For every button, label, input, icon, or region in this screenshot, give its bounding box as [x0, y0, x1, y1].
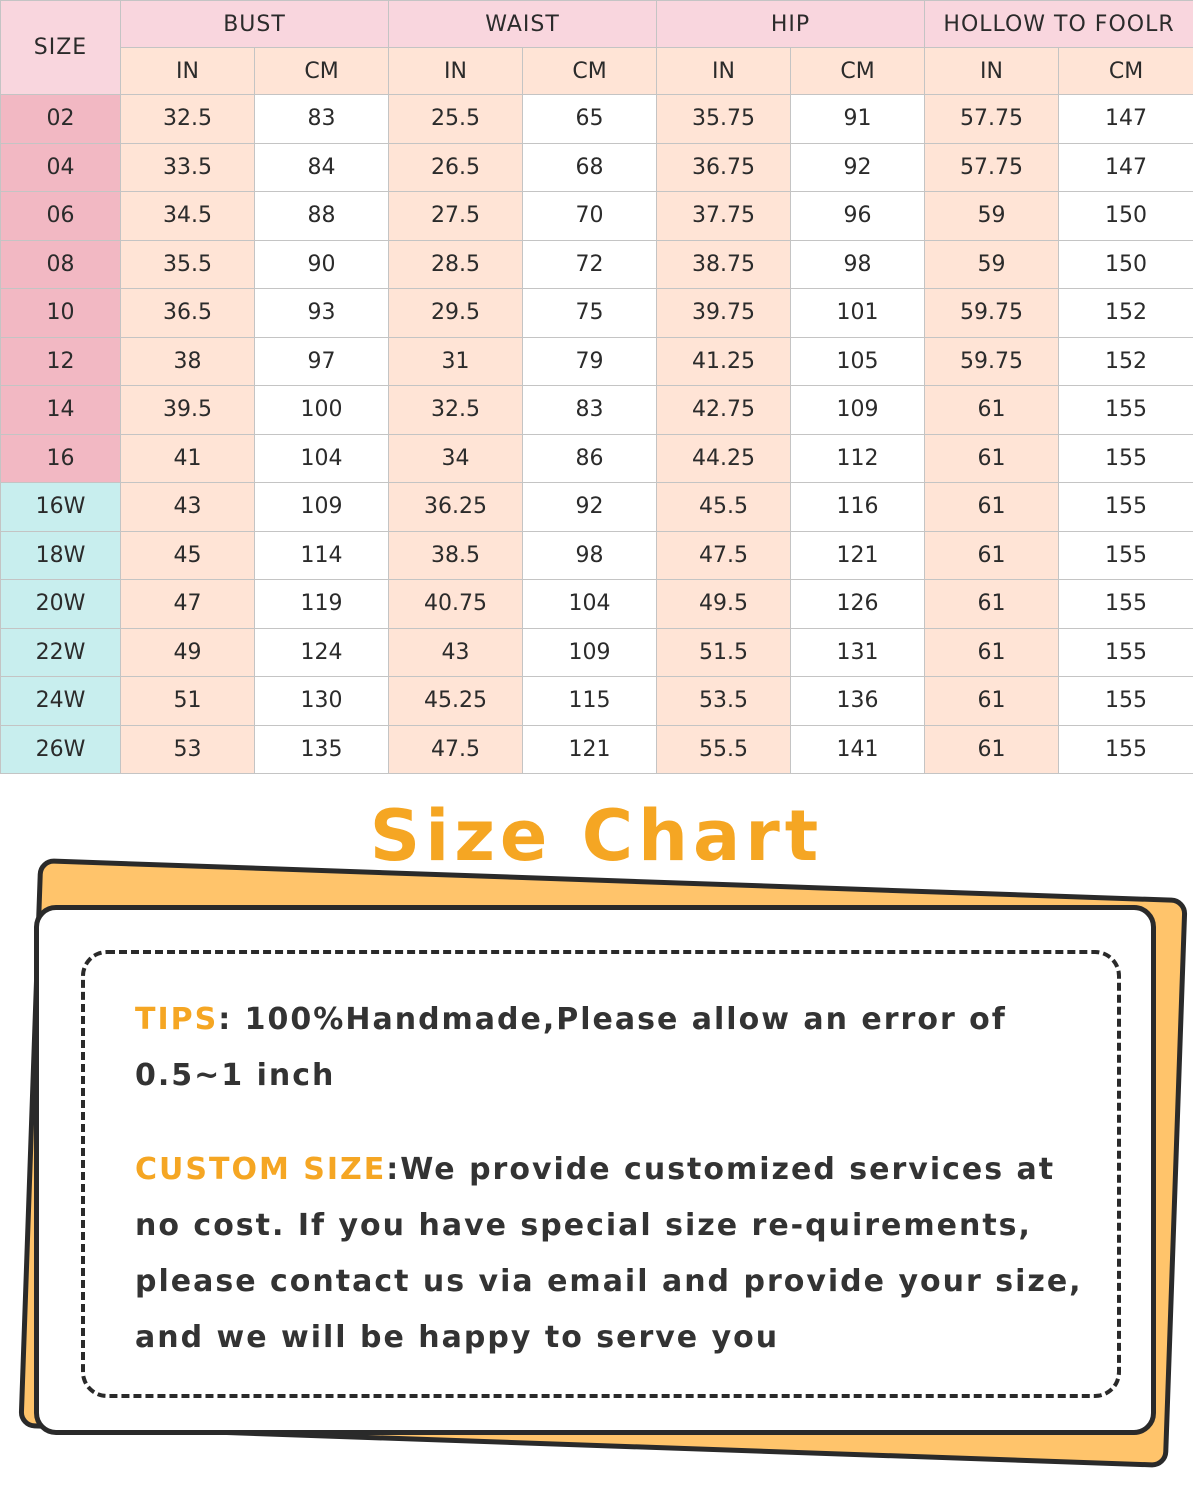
table-row	[1, 95, 1193, 144]
value-cm-cell: 86	[523, 434, 657, 483]
value-cm-cell: 70	[523, 192, 657, 241]
value-cm-cell: 79	[523, 337, 657, 386]
value-in-cell: 32.5	[389, 386, 523, 435]
value-in-cell: 59	[925, 192, 1059, 241]
value-cm-cell: 92	[523, 483, 657, 532]
value-cm-cell: 93	[255, 289, 389, 338]
notes-text	[135, 992, 1095, 1366]
value-in-cell: 36.5	[121, 289, 255, 338]
unit-cm-header: CM	[791, 48, 925, 95]
table-row	[1, 192, 1193, 241]
value-cm-cell: 72	[523, 240, 657, 289]
size-cell: 10	[1, 289, 121, 338]
value-cm-cell: 150	[1059, 240, 1193, 289]
tips-note	[135, 992, 1095, 1104]
hollow-to-floor-header: HOLLOW TO FOOLR	[925, 1, 1193, 48]
value-cm-cell: 147	[1059, 143, 1193, 192]
value-cm-cell: 155	[1059, 580, 1193, 629]
value-cm-cell: 150	[1059, 192, 1193, 241]
value-cm-cell: 109	[791, 386, 925, 435]
value-in-cell: 39.5	[121, 386, 255, 435]
value-in-cell: 59.75	[925, 337, 1059, 386]
value-in-cell: 61	[925, 628, 1059, 677]
unit-in-header: IN	[657, 48, 791, 95]
table-row	[1, 580, 1193, 629]
value-cm-cell: 90	[255, 240, 389, 289]
value-in-cell: 44.25	[657, 434, 791, 483]
value-in-cell: 42.75	[657, 386, 791, 435]
value-cm-cell: 88	[255, 192, 389, 241]
value-cm-cell: 75	[523, 289, 657, 338]
value-in-cell: 47.5	[657, 531, 791, 580]
value-cm-cell: 68	[523, 143, 657, 192]
value-cm-cell: 119	[255, 580, 389, 629]
value-in-cell: 59	[925, 240, 1059, 289]
value-cm-cell: 104	[523, 580, 657, 629]
size-cell: 18W	[1, 531, 121, 580]
table-row	[1, 337, 1193, 386]
value-cm-cell: 101	[791, 289, 925, 338]
value-in-cell: 41	[121, 434, 255, 483]
size-cell: 20W	[1, 580, 121, 629]
custom-size-label: CUSTOM SIZE	[135, 1152, 387, 1187]
custom-size-note	[135, 1142, 1095, 1366]
size-cell: 02	[1, 95, 121, 144]
value-in-cell: 45	[121, 531, 255, 580]
unit-cm-header: CM	[255, 48, 389, 95]
value-in-cell: 28.5	[389, 240, 523, 289]
size-cell: 04	[1, 143, 121, 192]
group-header-row	[1, 1, 1193, 48]
value-in-cell: 36.25	[389, 483, 523, 532]
value-cm-cell: 97	[255, 337, 389, 386]
value-in-cell: 43	[121, 483, 255, 532]
value-in-cell: 47.5	[389, 725, 523, 774]
value-in-cell: 33.5	[121, 143, 255, 192]
table-row	[1, 628, 1193, 677]
value-cm-cell: 121	[523, 725, 657, 774]
value-in-cell: 34	[389, 434, 523, 483]
unit-in-header: IN	[925, 48, 1059, 95]
value-in-cell: 38.75	[657, 240, 791, 289]
value-cm-cell: 109	[255, 483, 389, 532]
size-cell: 26W	[1, 725, 121, 774]
hip-header: HIP	[657, 1, 925, 48]
value-in-cell: 45.5	[657, 483, 791, 532]
value-cm-cell: 96	[791, 192, 925, 241]
value-in-cell: 26.5	[389, 143, 523, 192]
notes-card	[34, 905, 1156, 1435]
value-in-cell: 37.75	[657, 192, 791, 241]
waist-header: WAIST	[389, 1, 657, 48]
unit-cm-header: CM	[1059, 48, 1193, 95]
value-in-cell: 41.25	[657, 337, 791, 386]
value-cm-cell: 155	[1059, 483, 1193, 532]
chart-title: Size Chart	[369, 795, 824, 877]
value-in-cell: 31	[389, 337, 523, 386]
value-in-cell: 45.25	[389, 677, 523, 726]
value-cm-cell: 147	[1059, 95, 1193, 144]
value-in-cell: 35.5	[121, 240, 255, 289]
table-row	[1, 434, 1193, 483]
size-cell: 14	[1, 386, 121, 435]
size-cell: 24W	[1, 677, 121, 726]
value-in-cell: 38.5	[389, 531, 523, 580]
value-in-cell: 47	[121, 580, 255, 629]
table-row	[1, 143, 1193, 192]
table-row	[1, 240, 1193, 289]
unit-in-header: IN	[121, 48, 255, 95]
value-in-cell: 49	[121, 628, 255, 677]
value-cm-cell: 141	[791, 725, 925, 774]
table-row	[1, 386, 1193, 435]
value-cm-cell: 92	[791, 143, 925, 192]
value-cm-cell: 136	[791, 677, 925, 726]
value-in-cell: 61	[925, 531, 1059, 580]
value-in-cell: 61	[925, 483, 1059, 532]
value-cm-cell: 152	[1059, 289, 1193, 338]
bust-header: BUST	[121, 1, 389, 48]
value-in-cell: 40.75	[389, 580, 523, 629]
tips-label: TIPS	[135, 1002, 219, 1037]
value-cm-cell: 83	[523, 386, 657, 435]
size-cell: 16W	[1, 483, 121, 532]
size-column-header: SIZE	[1, 1, 121, 95]
value-in-cell: 57.75	[925, 143, 1059, 192]
value-cm-cell: 91	[791, 95, 925, 144]
value-in-cell: 36.75	[657, 143, 791, 192]
value-in-cell: 34.5	[121, 192, 255, 241]
value-cm-cell: 98	[791, 240, 925, 289]
value-in-cell: 32.5	[121, 95, 255, 144]
size-table-body	[1, 95, 1193, 774]
unit-cm-header: CM	[523, 48, 657, 95]
value-in-cell: 29.5	[389, 289, 523, 338]
value-in-cell: 61	[925, 434, 1059, 483]
value-in-cell: 49.5	[657, 580, 791, 629]
value-cm-cell: 84	[255, 143, 389, 192]
value-cm-cell: 121	[791, 531, 925, 580]
table-row	[1, 531, 1193, 580]
value-cm-cell: 116	[791, 483, 925, 532]
custom-size-text: :We provide customized services at no cost. If you have special size re-quirements, please contact us via email and provide your size, and we will be happy to serve you	[135, 1152, 1083, 1355]
unit-in-header: IN	[389, 48, 523, 95]
value-in-cell: 25.5	[389, 95, 523, 144]
tips-text: : 100%Handmade,Please allow an error of 0.5~1 inch	[135, 1002, 1007, 1093]
value-cm-cell: 155	[1059, 434, 1193, 483]
value-in-cell: 43	[389, 628, 523, 677]
size-cell: 08	[1, 240, 121, 289]
value-cm-cell: 155	[1059, 531, 1193, 580]
value-cm-cell: 65	[523, 95, 657, 144]
value-cm-cell: 83	[255, 95, 389, 144]
value-cm-cell: 114	[255, 531, 389, 580]
value-cm-cell: 112	[791, 434, 925, 483]
value-cm-cell: 104	[255, 434, 389, 483]
value-in-cell: 27.5	[389, 192, 523, 241]
value-in-cell: 35.75	[657, 95, 791, 144]
value-in-cell: 53.5	[657, 677, 791, 726]
value-in-cell: 61	[925, 580, 1059, 629]
value-cm-cell: 130	[255, 677, 389, 726]
value-cm-cell: 155	[1059, 677, 1193, 726]
value-cm-cell: 126	[791, 580, 925, 629]
size-cell: 06	[1, 192, 121, 241]
size-cell: 22W	[1, 628, 121, 677]
size-cell: 12	[1, 337, 121, 386]
table-row	[1, 725, 1193, 774]
value-cm-cell: 124	[255, 628, 389, 677]
value-cm-cell: 100	[255, 386, 389, 435]
value-in-cell: 61	[925, 725, 1059, 774]
value-cm-cell: 155	[1059, 725, 1193, 774]
value-in-cell: 57.75	[925, 95, 1059, 144]
value-cm-cell: 155	[1059, 386, 1193, 435]
value-cm-cell: 152	[1059, 337, 1193, 386]
table-row	[1, 289, 1193, 338]
unit-header-row	[1, 48, 1193, 95]
value-in-cell: 59.75	[925, 289, 1059, 338]
value-in-cell: 61	[925, 677, 1059, 726]
value-in-cell: 61	[925, 386, 1059, 435]
value-in-cell: 53	[121, 725, 255, 774]
value-cm-cell: 135	[255, 725, 389, 774]
value-cm-cell: 155	[1059, 628, 1193, 677]
value-in-cell: 39.75	[657, 289, 791, 338]
value-cm-cell: 131	[791, 628, 925, 677]
value-in-cell: 51	[121, 677, 255, 726]
value-cm-cell: 98	[523, 531, 657, 580]
value-cm-cell: 105	[791, 337, 925, 386]
size-cell: 16	[1, 434, 121, 483]
value-in-cell: 55.5	[657, 725, 791, 774]
table-row	[1, 677, 1193, 726]
value-in-cell: 38	[121, 337, 255, 386]
value-in-cell: 51.5	[657, 628, 791, 677]
value-cm-cell: 115	[523, 677, 657, 726]
table-row	[1, 483, 1193, 532]
value-cm-cell: 109	[523, 628, 657, 677]
